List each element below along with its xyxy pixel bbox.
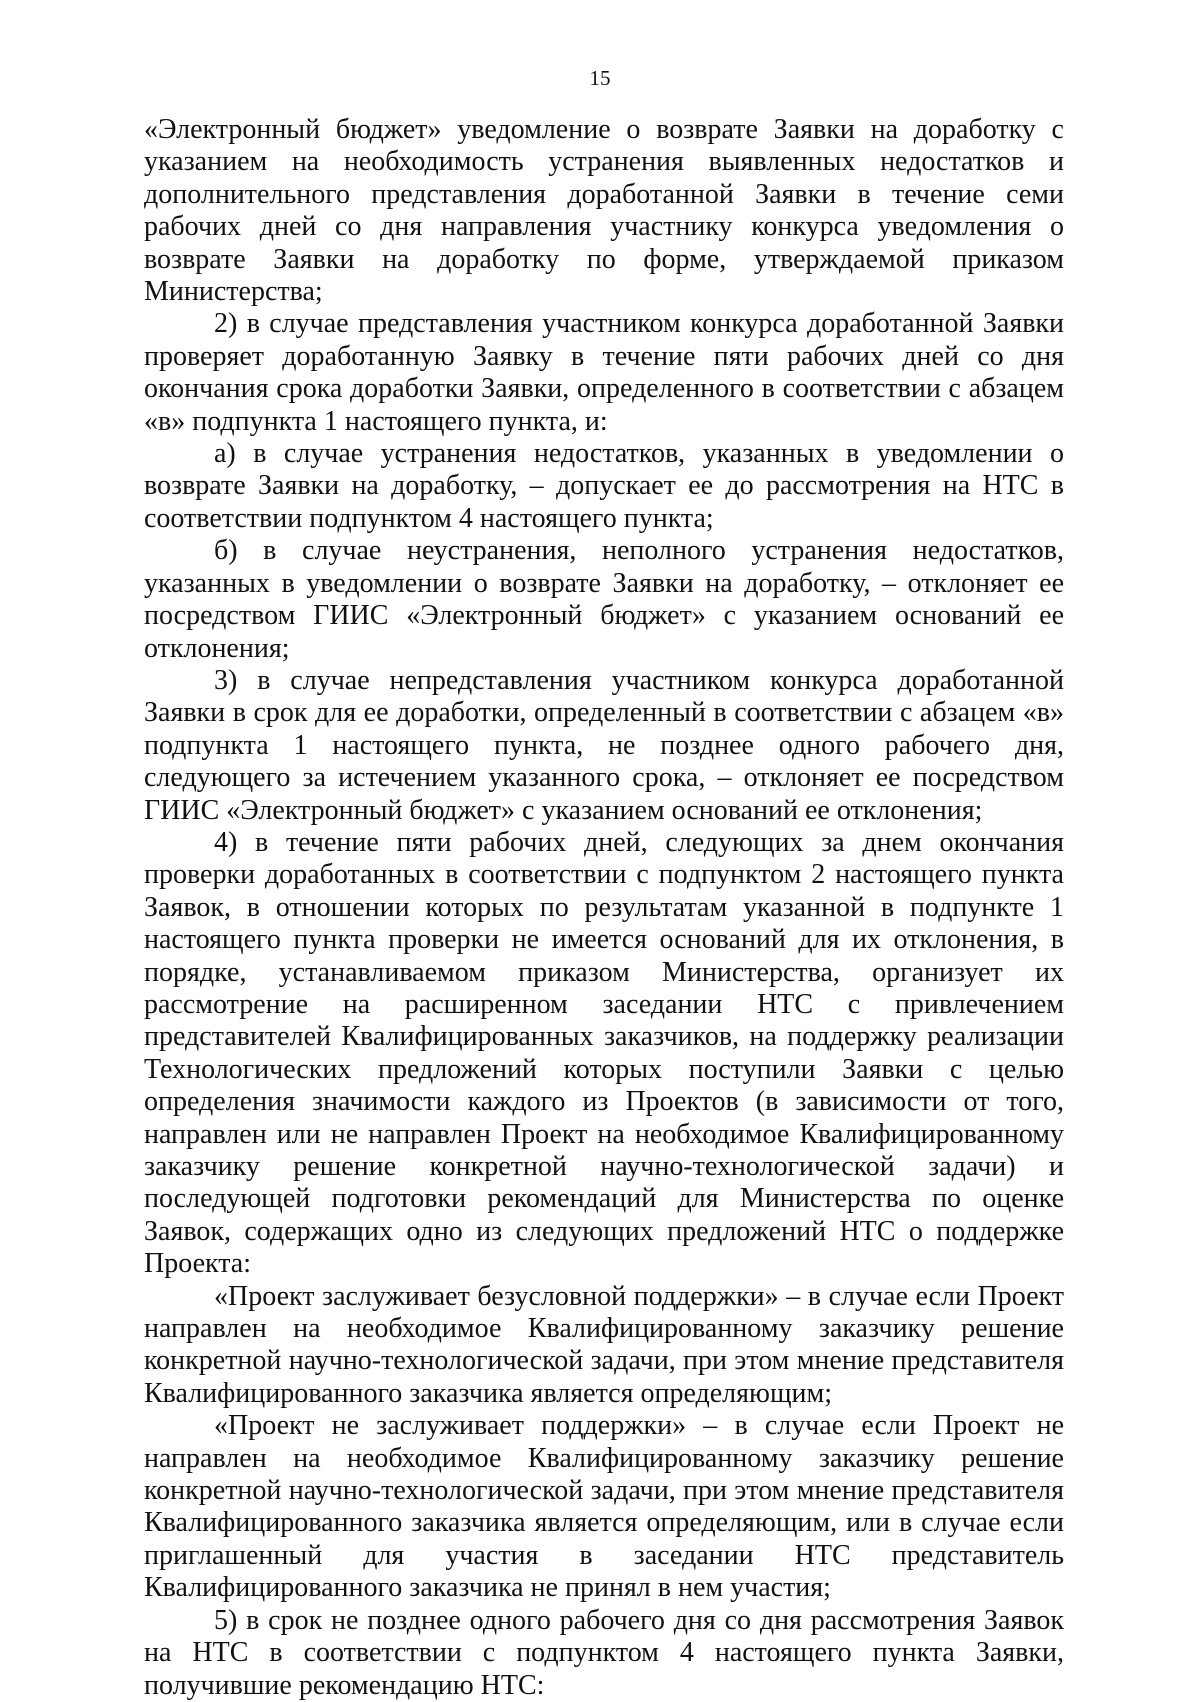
- paragraph-item-3: 3) в случае непредставления участником конкурса доработанной Заявки в срок для ее доработки, определенный в соответствии с абзацем «в» подпункта 1 настоящего пункта, не позднее одного рабочего дня, следующего за истечением указанного срока, – отклоняет ее посредством ГИИС «Электронный бюджет» с указанием оснований ее отклонения;: [144, 664, 1064, 826]
- document-body: [144, 114, 1064, 1702]
- paragraph-continuation: «Электронный бюджет» уведомление о возврате Заявки на доработку с указанием на необходимость устранения выявленных недостатков и дополнительного представления доработанной Заявки в течение семи рабочих дней со дня направления участнику конкурса уведомления о возврате Заявки на доработку по форме, утверждаемой приказом Министерства;: [144, 114, 1064, 308]
- page-number: 15: [589, 66, 611, 90]
- paragraph-unconditional-support: «Проект заслуживает безусловной поддержки» – в случае если Проект направлен на необходимое Квалифицированному заказчику решение конкретной научно-технологической задачи, при этом мнение представителя Квалифицированного заказчика является определяющим;: [144, 1280, 1064, 1409]
- paragraph-item-4: 4) в течение пяти рабочих дней, следующих за днем окончания проверки доработанных в соответствии с подпунктом 2 настоящего пункта Заявок, в отношении которых по результатам указанной в подпункте 1 настоящего пункта проверки не имеется оснований для их отклонения, в порядке, устанавливаемом приказом Министерства, организует их рассмотрение на расширенном заседании НТС с привлечением представителей Квалифицированных заказчиков, на поддержку реализации Технологических предложений которых поступили Заявки с целью определения значимости каждого из Проектов (в зависимости от того, направлен или не направлен Проект на необходимое Квалифицированному заказчику решение конкретной научно-технологической задачи) и последующей подготовки рекомендаций для Министерства по оценке Заявок, содержащих одно из следующих предложений НТС о поддержке Проекта:: [144, 826, 1064, 1280]
- paragraph-no-support: «Проект не заслуживает поддержки» – в случае если Проект не направлен на необходимое Квалифицированному заказчику решение конкретной научно-технологической задачи, при этом мнение представителя Квалифицированного заказчика является определяющим, или в случае если приглашенный для участия в заседании НТС представитель Квалифицированного заказчика не принял в нем участия;: [144, 1410, 1064, 1604]
- paragraph-item-2a: а) в случае устранения недостатков, указанных в уведомлении о возврате Заявки на доработку, – допускает ее до рассмотрения на НТС в соответствии подпунктом 4 настоящего пункта;: [144, 438, 1064, 534]
- paragraph-item-5: 5) в срок не позднее одного рабочего дня со дня рассмотрения Заявок на НТС в соответствии с подпунктом 4 настоящего пункта Заявки, получившие рекомендацию НТС:: [144, 1604, 1064, 1701]
- paragraph-item-2b: б) в случае неустранения, неполного устранения недостатков, указанных в уведомлении о возврате Заявки на доработку, – отклоняет ее посредством ГИИС «Электронный бюджет» с указанием оснований ее отклонения;: [144, 535, 1064, 664]
- paragraph-item-2: 2) в случае представления участником конкурса доработанной Заявки проверяет доработанную Заявку в течение пяти рабочих дней со дня окончания срока доработки Заявки, определенного в соответствии с абзацем «в» подпункта 1 настоящего пункта, и:: [144, 308, 1064, 437]
